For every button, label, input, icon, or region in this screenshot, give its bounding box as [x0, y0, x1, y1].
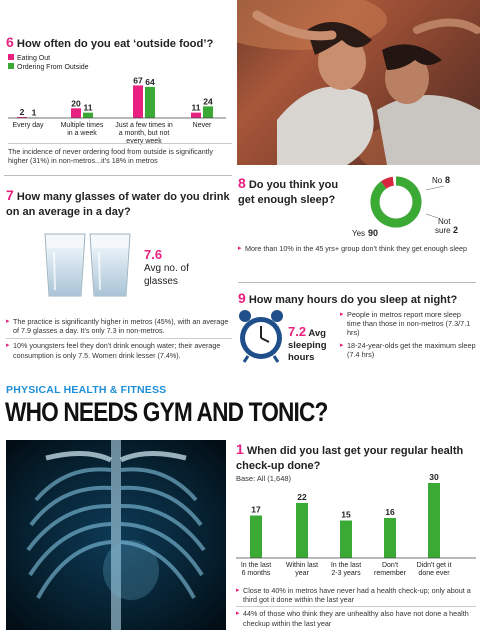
q8-donut-chart — [352, 172, 476, 242]
q1-bar — [384, 518, 396, 558]
q8-note — [238, 244, 474, 253]
q9-bullets — [340, 310, 476, 359]
xray-image — [6, 440, 226, 630]
q1-bar-value: 17 — [251, 504, 261, 515]
q7-heading — [6, 188, 230, 220]
q1-category-label: In the last 2-3 years — [330, 562, 362, 577]
sleeping-photo — [237, 0, 480, 165]
q1-bar — [340, 521, 352, 559]
q6-divider — [4, 175, 232, 176]
q1-bar — [428, 483, 440, 558]
q1-base: Base: All (1,648) — [236, 474, 292, 483]
q9-stat-value: 7.2 — [288, 324, 307, 339]
q1-heading — [236, 442, 476, 474]
q8-no-label: No — [432, 176, 443, 185]
q6-note: The incidence of never ordering food from outside is significantly higher (31%) in non-metros...it’s 18% in metros — [8, 143, 232, 166]
q8-notsure-label-2: sure — [435, 226, 451, 235]
q7-bullet: ▸ The practice is significantly higher in metros (45%), with an average of 7.9 glasses a day. It’s only 7.3 in non-metros. — [6, 317, 232, 335]
q6-bar — [71, 108, 81, 118]
q9-stat-label-1: Avg — [308, 328, 326, 339]
q9-bullet: ▸ People in metros report more sleep time than those in non-metros (7.3/7.1 hrs) — [340, 310, 476, 338]
q8-yes-value: 90 — [368, 228, 379, 238]
q8-notsure-value: 2 — [453, 225, 459, 235]
q7-bullet: ▸ 10% youngsters feel they don’t drink enough water; their average consumption is only 7.5. Women drink lesser (7.4%). — [6, 341, 232, 359]
q1-bar — [296, 503, 308, 558]
q6-bar — [145, 87, 155, 118]
q6-legend-label: Eating Out — [17, 55, 51, 62]
q9-bullet: ▸ 18-24-year-olds get the maximum sleep (7.4 hrs) — [340, 341, 476, 359]
section-headline: WHO NEEDS GYM AND TONIC? — [5, 397, 328, 427]
q7-stat — [144, 248, 224, 288]
q1-bullets — [236, 586, 476, 628]
q6-bar-value: 67 — [133, 75, 143, 86]
q1-bar-value: 22 — [297, 492, 307, 502]
q1-category-label: In the last 6 months — [240, 562, 272, 577]
section-kicker: PHYSICAL HEALTH & FITNESS — [6, 384, 167, 396]
q1-chart — [234, 474, 478, 584]
q8-heading — [238, 176, 356, 208]
q1-number: 1 — [236, 441, 244, 457]
alarm-clock-icon — [236, 308, 286, 364]
q6-category-label: Multiple times in a week — [60, 122, 104, 137]
q1-category-label: Didn't get it done ever — [416, 562, 452, 577]
q8-question: Do you think you get enough sleep? — [238, 179, 339, 206]
q1-bar-value: 15 — [341, 509, 351, 520]
q6-bar — [203, 106, 213, 118]
q8-donut-slice — [375, 181, 417, 223]
q7-stat-value: 7.6 — [144, 247, 163, 262]
q6-question: How often do you eat ‘outside food’? — [16, 38, 214, 50]
q6-number: 6 — [6, 34, 14, 50]
q9-heading — [238, 290, 478, 306]
q9-stat-label-2: sleeping hours — [288, 340, 327, 363]
q6-bar — [191, 113, 201, 118]
q8-notsure-label-1: Not — [438, 217, 451, 226]
q6-bar-value: 11 — [191, 102, 201, 113]
q1-question: When did you last get your regular health check-up done? — [236, 445, 464, 472]
q6-bar-value: 11 — [83, 102, 93, 113]
q6-bar-value: 24 — [203, 96, 213, 107]
q7-bullets — [6, 317, 232, 360]
q7-question: How many glasses of water do you drink on an average in a day? — [6, 191, 230, 218]
q6-category-label: Never — [192, 122, 212, 129]
q6-legend-swatch — [8, 54, 14, 60]
water-glasses-icon — [42, 232, 134, 300]
q6-category-label: Just a few times in a month, but not every week — [115, 122, 173, 145]
q8-yes-label: Yes — [352, 229, 366, 238]
q7-stat-label: Avg no. of glasses — [144, 263, 189, 287]
q9-stat — [288, 326, 338, 364]
q1-bar-value: 16 — [385, 507, 395, 517]
q1-bar — [250, 516, 262, 559]
q8-donut-slice — [384, 181, 394, 185]
q6-category-label: Every day — [12, 122, 44, 129]
q8-no-value: 8 — [445, 175, 451, 185]
q9-question: How many hours do you sleep at night? — [248, 294, 458, 306]
q9-number: 9 — [238, 290, 246, 306]
q1-bullet: ▸ Close to 40% in metros have never had a health check-up; only about a third got it done within the last year — [236, 586, 476, 604]
q8-divider — [238, 282, 476, 283]
q1-bullet: ▸ 44% of those who think they are unhealthy also have not done a health checkup within the last year — [236, 609, 476, 627]
q8-number: 8 — [238, 175, 246, 191]
q1-category-label: Don't remember — [374, 562, 406, 577]
q6-bar — [83, 113, 93, 118]
q6-legend-swatch — [8, 63, 14, 69]
q6-bar — [133, 85, 143, 118]
q1-bar-value: 30 — [429, 474, 439, 482]
q6-heading — [6, 34, 232, 50]
sleeping-women-illustration — [237, 0, 480, 165]
q6-bar-value: 64 — [145, 76, 155, 87]
q6-bar-value: 2 — [19, 107, 25, 118]
q6-bar-value: 1 — [31, 107, 37, 118]
q7-number: 7 — [6, 187, 14, 203]
chest-xray-illustration — [6, 440, 226, 630]
q1-category-label: Within last year — [285, 562, 319, 577]
q6-bar-value: 20 — [71, 98, 81, 109]
q8-bullet: ▸ More than 10% in the 45 yrs+ group don’t think they get enough sleep — [238, 244, 474, 253]
q6-legend-label: Ordering From Outside — [17, 64, 89, 71]
